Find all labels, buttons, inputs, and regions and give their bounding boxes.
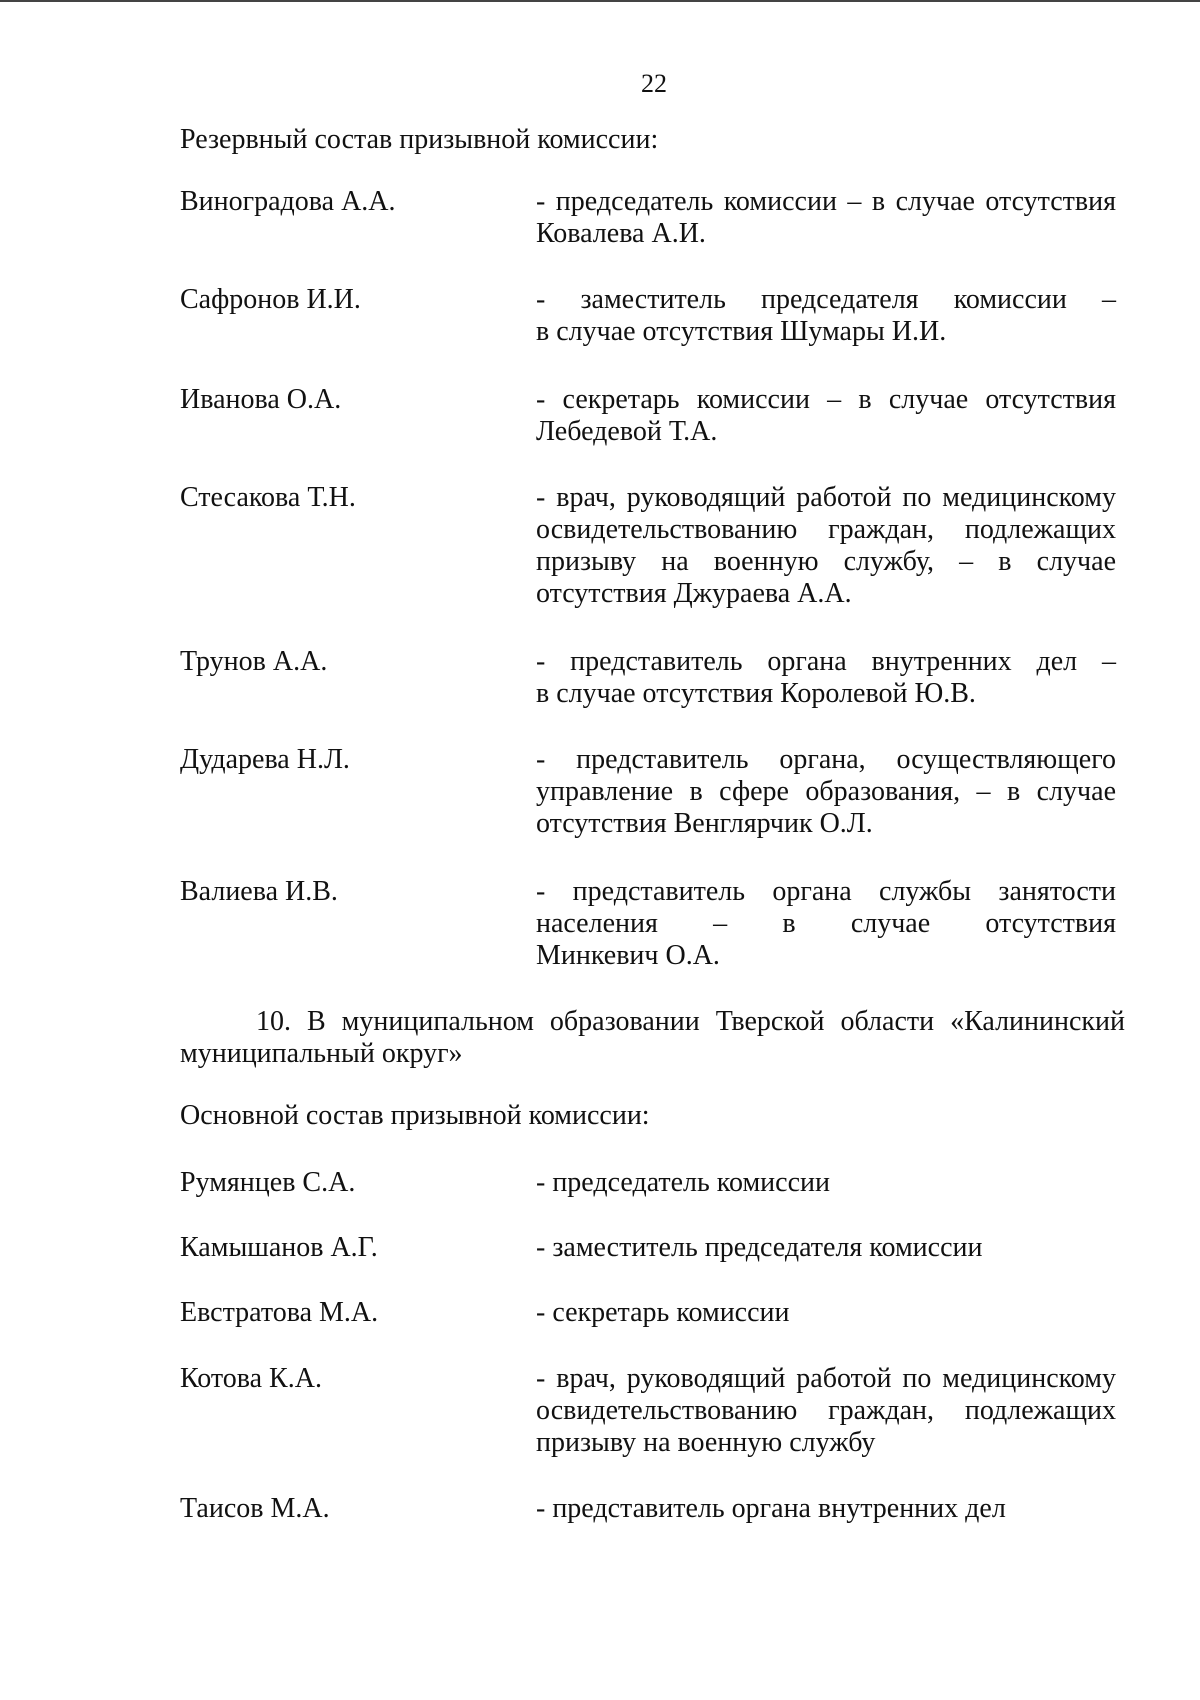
member-name: Виноградова А.А. — [180, 186, 396, 217]
member-name: Таисов М.А. — [180, 1493, 330, 1524]
role-line: отсутствия Джураева А.А. — [536, 578, 852, 609]
member-name: Румянцев С.А. — [180, 1167, 356, 1198]
member-role — [536, 284, 1116, 348]
role-line: Лебедевой Т.А. — [536, 416, 718, 447]
member-name: Валиева И.В. — [180, 876, 338, 907]
role-line: - представитель органа внутренних дел — [536, 1493, 1006, 1524]
member-name: Иванова О.А. — [180, 384, 342, 415]
role-line: освидетельствованию граждан, подлежащих — [536, 1395, 1116, 1426]
role-line: в случае отсутствия Шумары И.И. — [536, 316, 947, 347]
section-line: муниципальный округ» — [180, 1038, 463, 1069]
member-role — [536, 1493, 1116, 1525]
role-line: - секретарь комиссии — [536, 1297, 790, 1328]
member-role — [536, 646, 1116, 710]
member-name: Камышанов А.Г. — [180, 1232, 378, 1263]
role-line: - представитель органа службы занятости — [536, 876, 1116, 907]
role-line: - секретарь комиссии – в случае отсутствия — [536, 384, 1116, 415]
member-name: Стесакова Т.Н. — [180, 482, 356, 513]
section-line: 10. В муниципальном образовании Тверской области «Калининский — [256, 1006, 1125, 1037]
section-paragraph — [180, 1006, 1125, 1070]
role-line: призыву на военную службу — [536, 1427, 876, 1458]
role-line: - представитель органа внутренних дел – — [536, 646, 1116, 677]
member-role — [536, 876, 1116, 972]
role-line: освидетельствованию граждан, подлежащих — [536, 514, 1116, 545]
role-line: - председатель комиссии – в случае отсутствия — [536, 186, 1116, 217]
role-line: в случае отсутствия Королевой Ю.В. — [536, 678, 976, 709]
page-top-edge — [0, 0, 1200, 2]
member-name: Евстратова М.А. — [180, 1297, 379, 1328]
role-line: отсутствия Венглярчик О.Л. — [536, 808, 873, 839]
member-role — [536, 744, 1116, 840]
role-line: - врач, руководящий работой по медицинскому — [536, 1363, 1116, 1394]
member-role — [536, 482, 1116, 610]
member-role — [536, 186, 1116, 250]
role-line: Минкевич О.А. — [536, 940, 720, 971]
member-role — [536, 384, 1116, 448]
role-line: - заместитель председателя комиссии – — [536, 284, 1116, 315]
member-role — [536, 1297, 1116, 1329]
role-line: - представитель органа, осуществляющего — [536, 744, 1116, 775]
role-line: - врач, руководящий работой по медицинскому — [536, 482, 1116, 513]
member-name: Трунов А.А. — [180, 646, 328, 677]
role-line: - заместитель председателя комиссии — [536, 1232, 983, 1263]
page-number: 22 — [641, 69, 667, 98]
member-name: Сафронов И.И. — [180, 284, 361, 315]
member-name: Дударева Н.Л. — [180, 744, 350, 775]
member-role — [536, 1363, 1116, 1459]
role-line: населения – в случае отсутствия — [536, 908, 1116, 939]
member-role — [536, 1167, 1116, 1199]
member-name: Котова К.А. — [180, 1363, 322, 1394]
main-heading: Основной состав призывной комиссии: — [180, 1100, 650, 1131]
role-line: - председатель комиссии — [536, 1167, 830, 1198]
role-line: призыву на военную службу, – в случае — [536, 546, 1116, 577]
role-line: управление в сфере образования, – в случае — [536, 776, 1116, 807]
reserve-heading: Резервный состав призывной комиссии: — [180, 124, 659, 155]
member-role — [536, 1232, 1116, 1264]
role-line: Ковалева А.И. — [536, 218, 706, 249]
